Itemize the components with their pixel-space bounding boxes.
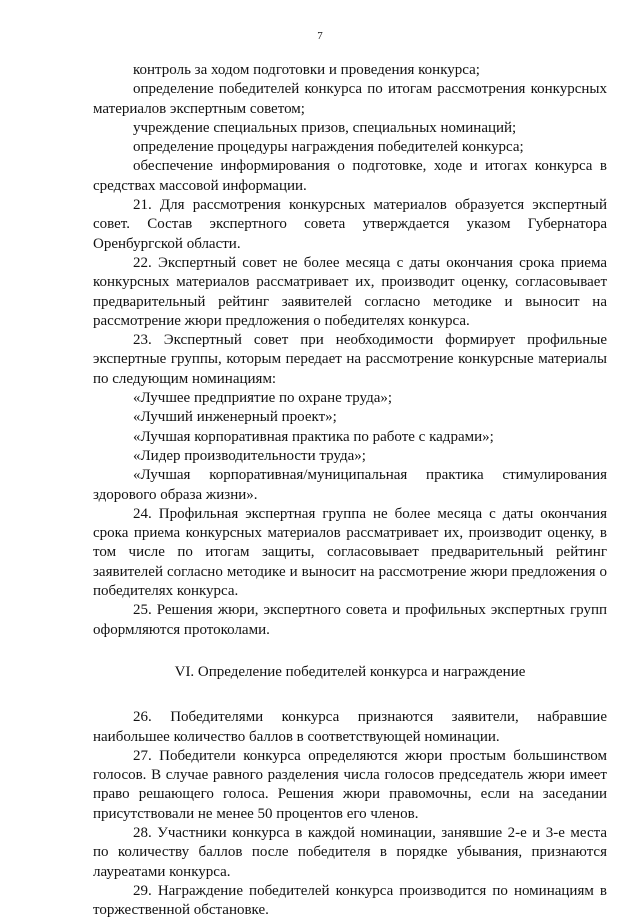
document-body	[93, 61, 607, 920]
paragraph-21: 21. Для рассмотрения конкурсных материалов образуется экспертный совет. Состав экспертного совета утверждается указом Губернатора Оренбургской области.	[93, 197, 607, 252]
paragraph-contest-control: контроль за ходом подготовки и проведения конкурса;	[133, 62, 480, 78]
nomination-healthy-lifestyle: «Лучшая корпоративная/муниципальная практика стимулирования здорового образа жизни».	[93, 467, 607, 503]
paragraph-24: 24. Профильная экспертная группа не более месяца с даты окончания срока приема конкурсных материалов рассматривает их, производит оценку, в том числе по итогам защиты, согласовывает предварительный рейтинг заявителей согласно методике и выносит на рассмотрение жюри предложения о победителях конкурса.	[93, 505, 607, 600]
paragraph-29: 29. Награждение победителей конкурса производится по номинациям в торжественной обстановке.	[93, 882, 607, 919]
page-number: 7	[317, 30, 323, 42]
paragraph-22: 22. Экспертный совет не более месяца с даты окончания срока приема конкурсных материалов рассматривает их, производит оценку, согласовывает предварительный рейтинг заявителей согласно методике и выносит на рассмотрение жюри предложения о победителях конкурса.	[93, 254, 607, 329]
paragraph-25: 25. Решения жюри, экспертного совета и профильных экспертных групп оформляются протоколами.	[93, 602, 607, 638]
paragraph-special-prizes: учреждение специальных призов, специальных номинаций;	[133, 119, 517, 136]
paragraph-winner-determination: определение победителей конкурса по итогам рассмотрения конкурсных материалов экспертным советом;	[93, 81, 607, 117]
paragraph-award-procedure: определение процедуры награждения победителей конкурса;	[133, 139, 524, 156]
nomination-engineering-project: «Лучший инженерный проект»;	[133, 409, 337, 426]
paragraph-28: 28. Участники конкурса в каждой номинации, занявшие 2-е и 3-е места по количеству баллов после победителя в порядке убывания, признаются лауреатами конкурса.	[93, 824, 607, 880]
paragraph-media-information: обеспечение информирования о подготовке, ходе и итогах конкурса в средствах массовой информации.	[93, 158, 607, 194]
nomination-labor-safety: «Лучшее предприятие по охране труда»;	[133, 390, 393, 407]
section-heading: VI. Определение победителей конкурса и награждение	[174, 663, 526, 680]
paragraph-27: 27. Победители конкурса определяются жюри простым большинством голосов. В случае равного разделения числа голосов председатель жюри имеет право решающего голоса. Решения жюри правомочны, если на заседании присутствовали не менее 50 процентов его членов.	[93, 747, 607, 822]
paragraph-26: 26. Победителями конкурса признаются заявители, набравшие наибольшее количество баллов в соответствующей номинации.	[93, 709, 607, 745]
nomination-productivity-leader: «Лидер производительности труда»;	[133, 447, 366, 464]
nomination-hr-practice: «Лучшая корпоративная практика по работе с кадрами»;	[133, 428, 494, 445]
paragraph-23: 23. Экспертный совет при необходимости формирует профильные экспертные группы, которым передает на рассмотрение конкурсные материалы по следующим номинациям:	[93, 332, 607, 387]
